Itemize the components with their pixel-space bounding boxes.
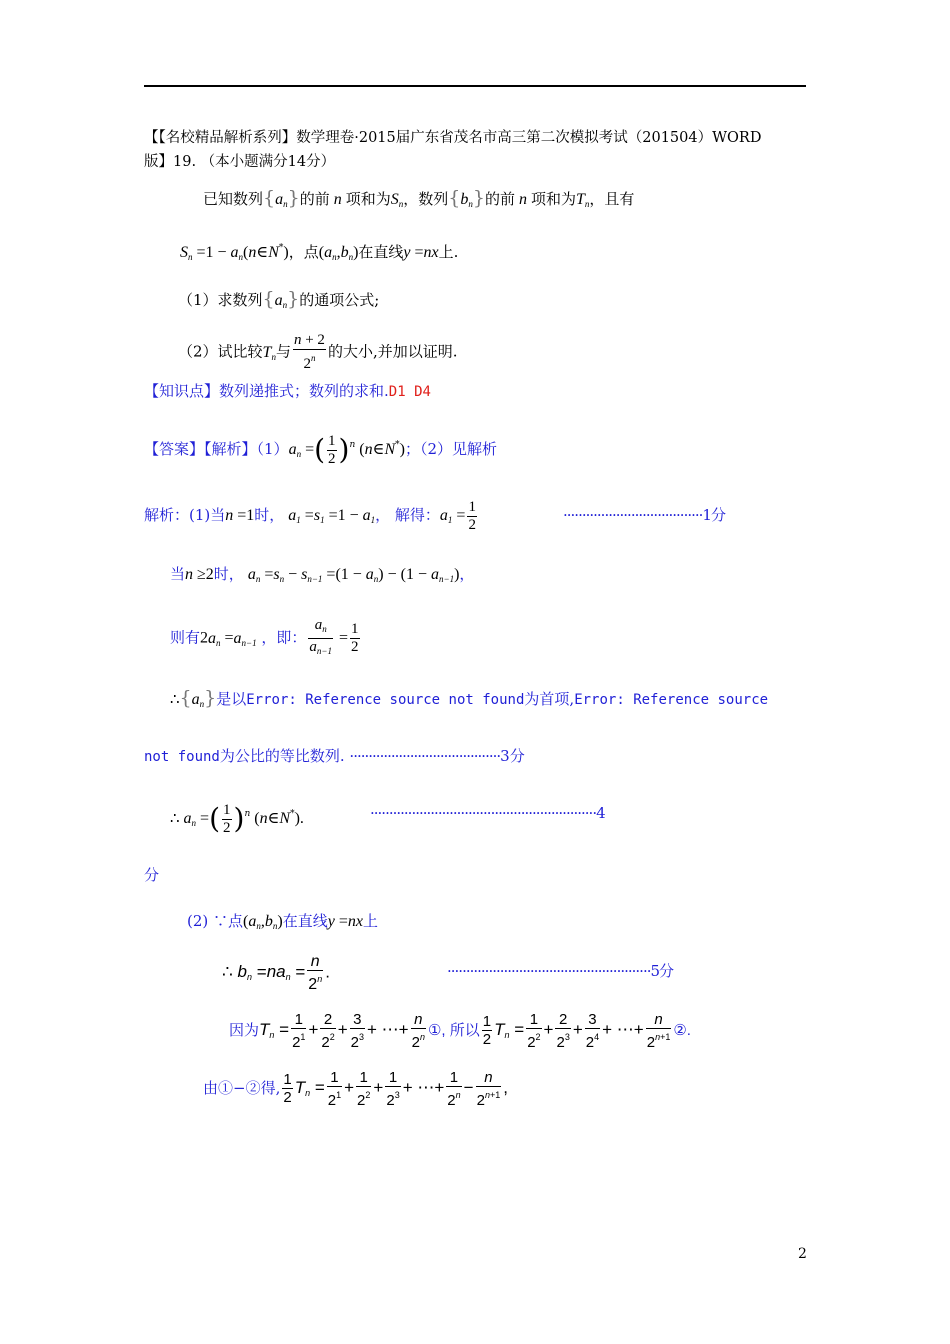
- part2-line-4: 由①−②得, $\frac{1}{2}$ $T_n$ = $\frac{1}{2^1}$ + $\frac{1}{2^2}$ + $\frac{1}{2^3}$ + ⋯+ $\frac{1}{2^n}$ − $\frac{n}{2^{n+1}}$ ,: [203, 1068, 508, 1109]
- doc-title-line2: 版】19. （本小题满分14分）: [144, 154, 336, 170]
- solution-step-4: $\therefore\{a_n\}$是以Error: Reference source not found为首项,Error: Reference source: [170, 687, 769, 709]
- knowledge-point: 【知识点】数列递推式；数列的求和.D1 D4: [144, 382, 431, 400]
- answer-line: 【答案】【解析】$(1)a_n$ =( $\frac{1}{2}$ )$^n$ (n∈N*)；（2）见解析: [144, 432, 497, 467]
- doc-title-line1: 【【名校精品解析系列】数学理卷·2015届广东省茂名市高三第二次模拟考试（201504）WORD: [144, 130, 762, 146]
- problem-part-2: （2）试比较$T_n$与 $\frac{n + 2}{2^n}$ 的大小,并加以证明.: [178, 332, 458, 372]
- part2-line-3: 因为$T_n$ = $\frac{1}{2^1}$ + $\frac{2}{2^2}$ + $\frac{3}{2^3}$ + ⋯+ $\frac{n}{2^n}$ ①, 所以 $\frac{1}{2}$ $T_n$ = $\frac{1}{2^2}$ + $\frac{2}{2^3}$ + $\frac{3}{2^4}$ + ⋯+ $\frac{n}{2^{n+1}}$ ②.: [229, 1010, 691, 1051]
- solution-step-4b: not found为公比的等比数列. ········································3分: [144, 747, 525, 765]
- part2-line-2: ∴ $b_n =na_n$ = $\frac{n}{2^n}$ .: [222, 953, 330, 993]
- score-unit-4: 分: [144, 866, 160, 884]
- part2-line-1: (2) ∵点$(a_n,b_n)$在直线y =nx上: [187, 912, 378, 931]
- solution-step-1: 解析：(1)当n =1时， $a_1 =s_1 =1 - a_1$， 解得：$a_1$ = $\frac{1}{2}$: [144, 498, 476, 533]
- problem-part-1: （1）求数列$\{a_n\}$的通项公式;: [178, 288, 380, 310]
- solution-step-5: ∴ $a_n$ =( $\frac{1}{2}$ )$^n$ (n∈N*).: [170, 801, 304, 836]
- problem-line-1: 已知数列$\{a_n\}$的前 n 项和为$S_n$，数列$\{b_n\}$的前 n 项和为$T_n$，且有: [203, 187, 635, 209]
- score-dots-1: ·····································1分: [563, 506, 725, 524]
- score-dots-5: ······················································5分: [447, 962, 674, 980]
- problem-line-2: $S_n =1$ − $a_n(n\in N^*)$，点$(a_n,b_n)$在直线y =nx上.: [180, 243, 459, 262]
- solution-step-2: 当n ≥2时， $a_n =s_n - s_{n-1} =(1 - a_n) - (1 - a_{n-1})$，: [170, 565, 475, 584]
- solution-step-3: 则有$2a_n =a_{n-1}$ ，即： $\frac{a_n}{a_{n-1}}$ = $\frac{1}{2}$: [170, 617, 359, 656]
- header-rule: [144, 85, 806, 87]
- page-number: 2: [798, 1246, 807, 1262]
- score-dots-4: ····························································4: [370, 804, 605, 822]
